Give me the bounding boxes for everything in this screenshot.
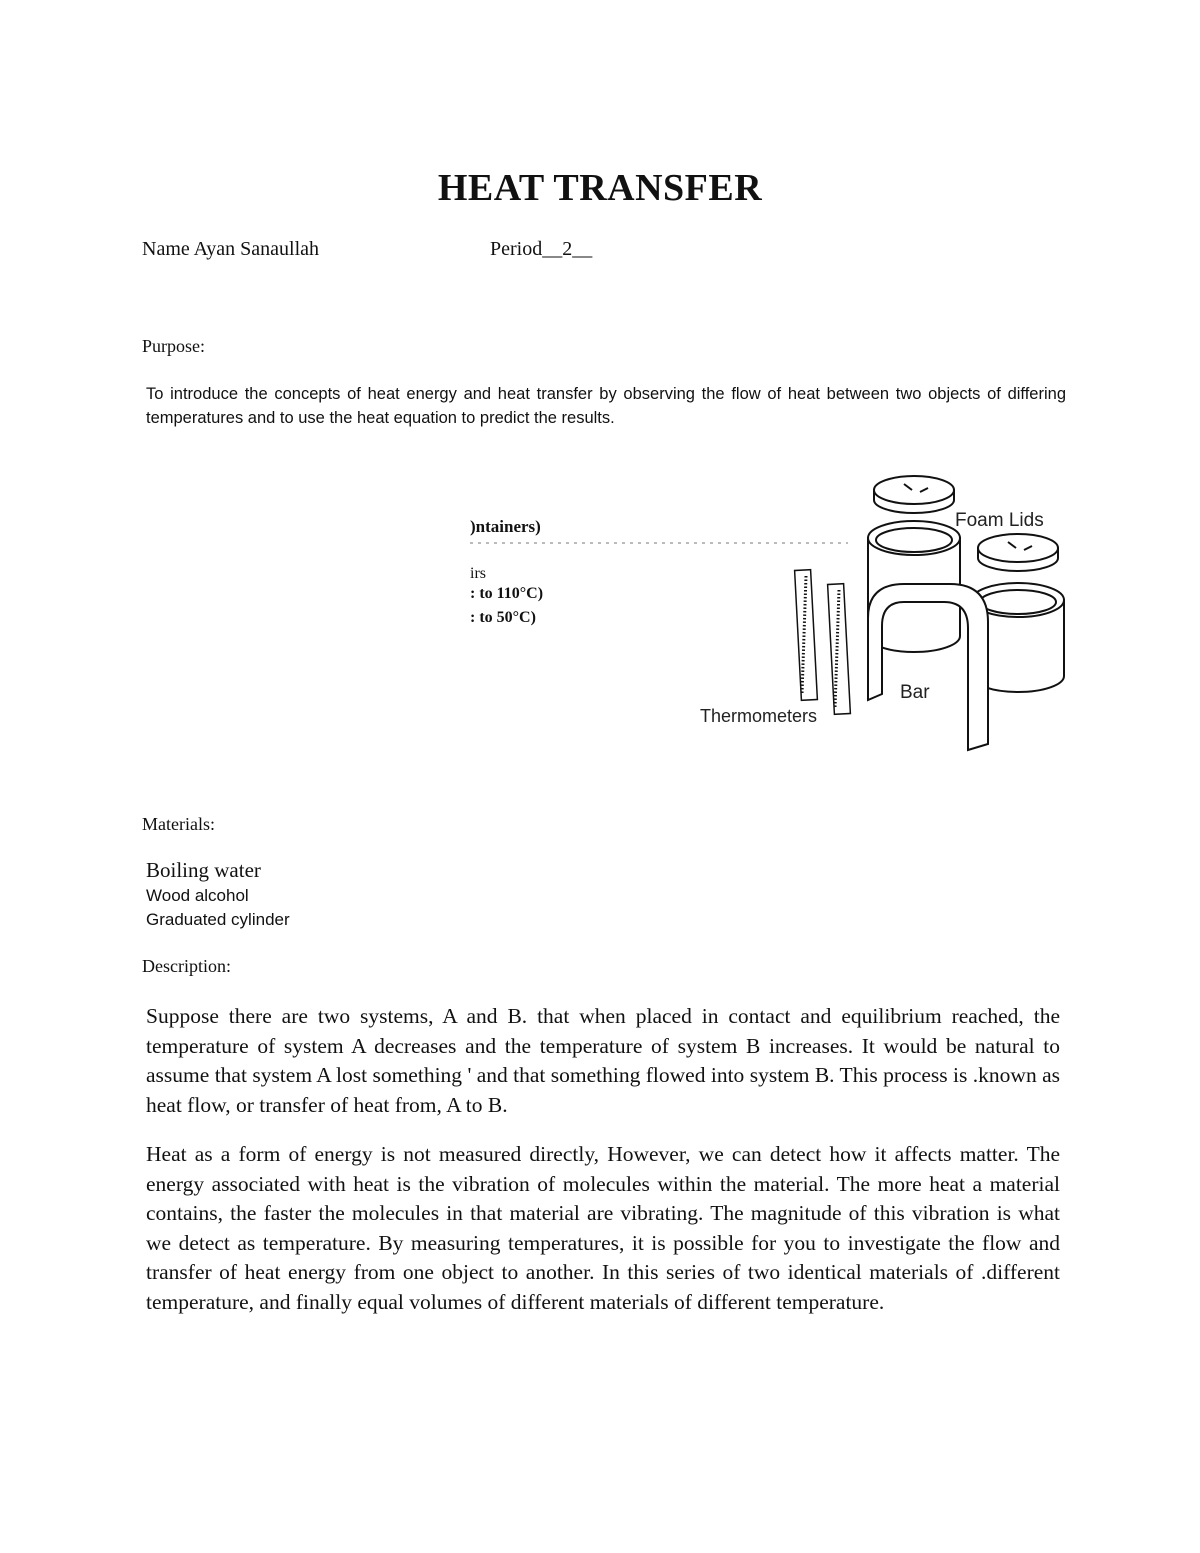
materials-label: Materials:	[142, 814, 215, 834]
material-item: Wood alcohol	[146, 886, 249, 905]
label-bar: Bar	[900, 682, 930, 703]
left-foam-lid	[874, 476, 954, 513]
page-title: HEAT TRANSFER	[437, 167, 763, 209]
student-name: Name Ayan Sanaullah	[142, 238, 320, 260]
figure-clipped-text-2: : to 110°C)	[470, 585, 544, 602]
thermometers-drawing	[795, 570, 851, 715]
label-foam-lids: Foam Lids	[955, 510, 1044, 531]
apparatus-figure	[468, 468, 1068, 758]
label-thermometers: Thermometers	[700, 706, 818, 726]
right-foam-lid	[978, 534, 1058, 571]
purpose-label: Purpose:	[142, 336, 205, 356]
figure-clipped-text-1: irs	[470, 565, 486, 582]
figure-clipped-text-0: )ntainers)	[470, 517, 541, 536]
description-paragraph-2: Heat as a form of energy is not measured directly, However, we can detect how it affects matter. The energy associated with heat is the vibration of molecules within the material. The more heat a material contains, the faster the molecules in that material are vibrating. The magnitude of this vibration is what we detect as temperature. By measuring temperatures, it is possible for you to investigate the flow and transfer of heat energy from one object to another. In this series of two identical materials of .different temperature, and finally equal volumes of different materials of different temperature.	[146, 1142, 1060, 1314]
materials-list	[146, 856, 290, 932]
figure-clipped-text-3: : to 50°C)	[470, 609, 536, 626]
material-item: Boiling water	[146, 858, 261, 882]
description-paragraph-1: Suppose there are two systems, A and B. that when placed in contact and equilibrium reached, the temperature of system A decreases and the temperature of system B increases. It would be natural to assume that system A lost something ' and that something flowed into system B. This process is .known as heat flow, or transfer of heat from, A to B.	[146, 1004, 1060, 1117]
class-period: Period__2__	[490, 238, 593, 260]
description-label: Description:	[142, 956, 231, 976]
material-item: Graduated cylinder	[146, 910, 290, 929]
purpose-text: To introduce the concepts of heat energy and heat transfer by observing the flow of heat between two objects of differing temperatures and to use the heat equation to predict the results.	[146, 385, 1066, 427]
